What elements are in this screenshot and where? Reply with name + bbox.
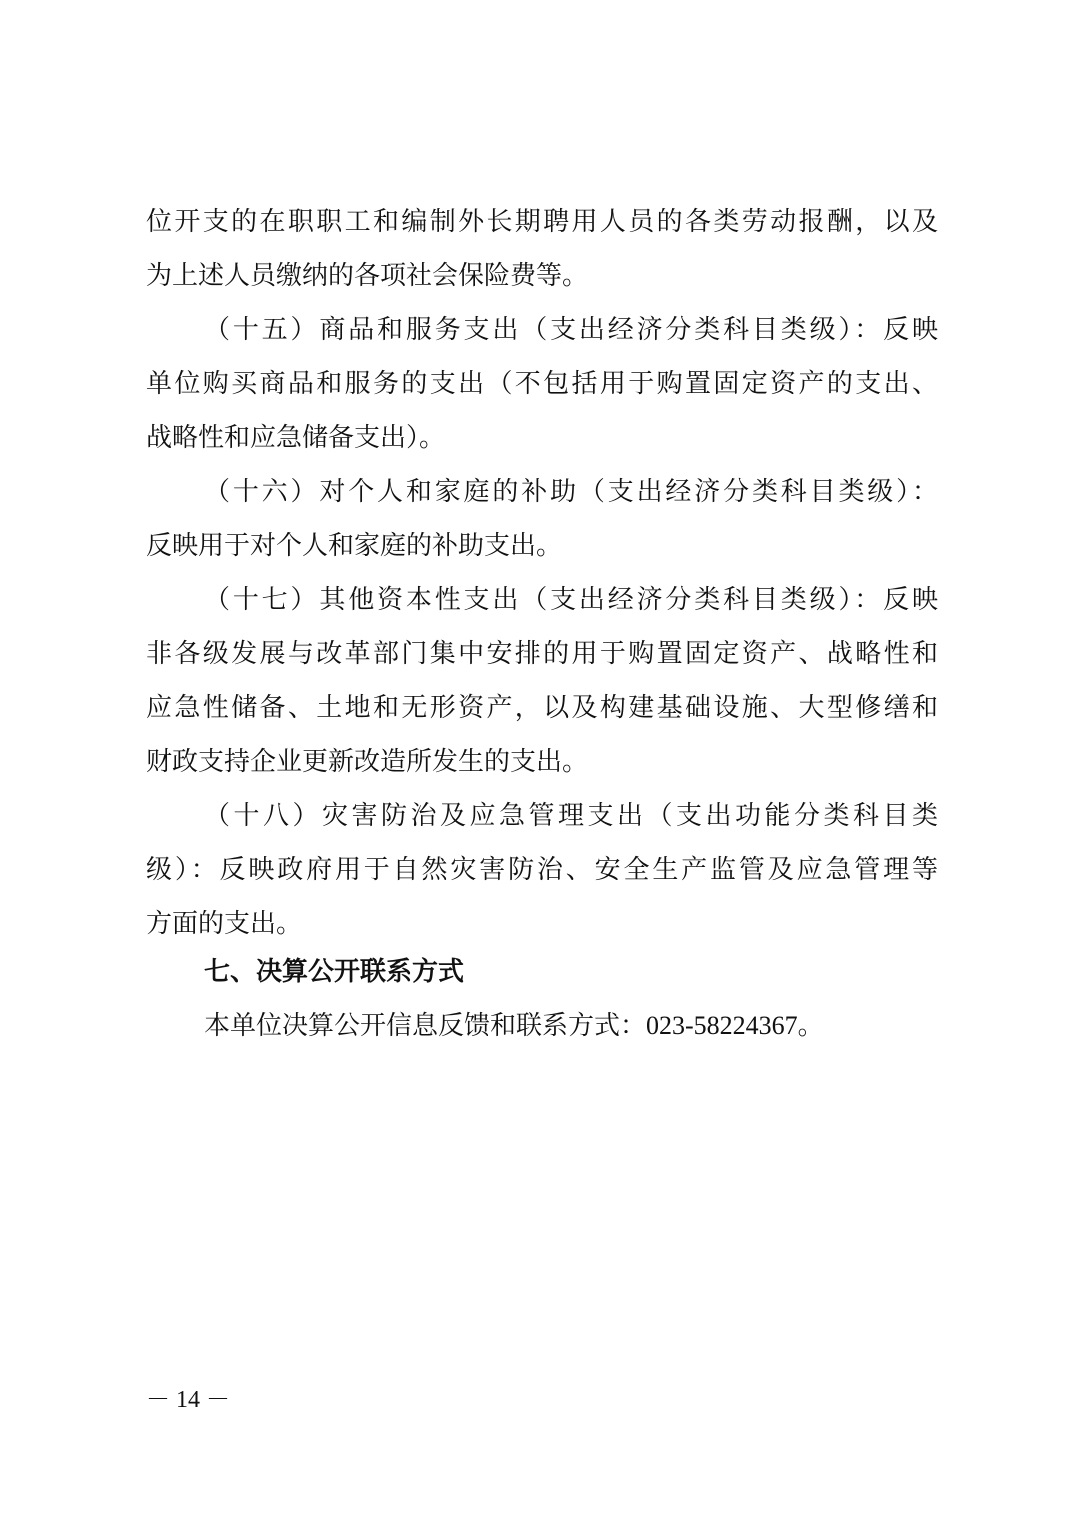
body-text-line: （十七）其他资本性支出（支出经济分类科目类级）：反映 bbox=[204, 585, 938, 615]
contact-phone: 023-58224367。 bbox=[646, 1011, 824, 1040]
body-text-line: 位开支的在职职工和编制外长期聘用人员的各类劳动报酬，以及 bbox=[146, 207, 938, 237]
body-text-line: 单位购买商品和服务的支出（不包括用于购置固定资产的支出、 bbox=[146, 369, 938, 399]
body-text-line: （十六）对个人和家庭的补助（支出经济分类科目类级）： bbox=[204, 477, 938, 507]
contact-line bbox=[204, 1010, 824, 1042]
body-text-line: 级）：反映政府用于自然灾害防治、安全生产监管及应急管理等 bbox=[146, 855, 938, 885]
body-text-line: 方面的支出。 bbox=[146, 909, 303, 939]
body-text-line: （十五）商品和服务支出（支出经济分类科目类级）：反映 bbox=[204, 315, 938, 345]
contact-label: 本单位决算公开信息反馈和联系方式： bbox=[204, 1011, 647, 1041]
body-text-line: 反映用于对个人和家庭的补助支出。 bbox=[146, 531, 563, 561]
body-text-line: 战略性和应急储备支出）。 bbox=[146, 423, 446, 453]
body-text-line: 财政支持企业更新改造所发生的支出。 bbox=[146, 747, 589, 777]
page-number: － 14 － bbox=[146, 1387, 230, 1413]
body-text-line: 为上述人员缴纳的各项社会保险费等。 bbox=[146, 261, 589, 291]
body-text-line: 应急性储备、土地和无形资产，以及构建基础设施、大型修缮和 bbox=[146, 693, 938, 723]
body-text-line: （十八）灾害防治及应急管理支出（支出功能分类科目类 bbox=[204, 801, 938, 831]
section-heading: 七、决算公开联系方式 bbox=[204, 957, 465, 987]
body-text-line: 非各级发展与改革部门集中安排的用于购置固定资产、战略性和 bbox=[146, 639, 938, 669]
